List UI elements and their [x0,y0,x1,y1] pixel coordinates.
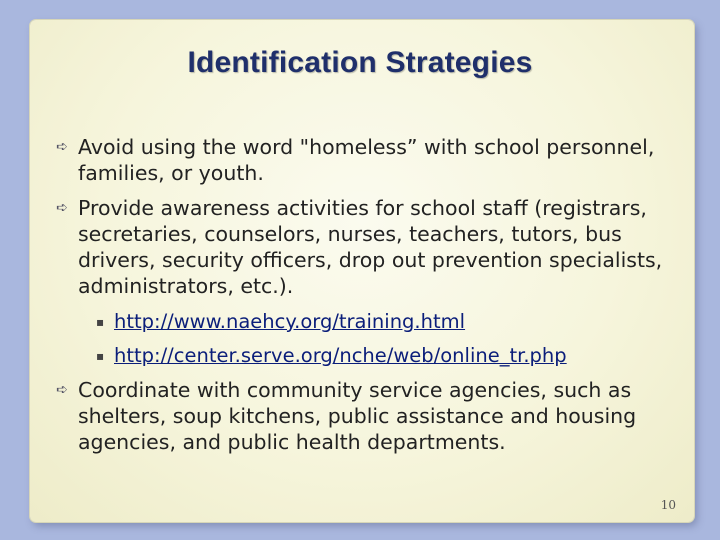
bullet-item [56,134,696,186]
bullet-arrow-icon: ➪ [56,200,68,216]
slide-number: 10 [660,498,676,512]
square-bullet-icon: ▪ [96,315,105,329]
link-list [96,309,696,369]
online-training-link[interactable]: http://center.serve.org/nche/web/online_tr.php [114,344,567,367]
bullet-arrow-icon: ➪ [56,139,68,155]
bullet-text: Avoid using the word "homeless” with school personnel, families, or youth. [78,135,655,185]
link-item [96,343,696,369]
bullet-arrow-icon: ➪ [56,382,68,398]
bullet-text: Coordinate with community service agencies, such as shelters, soup kitchens, public assistance and housing agencies, and public health departments. [78,378,637,454]
square-bullet-icon: ▪ [96,349,105,363]
bullet-text: Provide awareness activities for school staff (registrars, secretaries, counselors, nurses, teachers, tutors, bus drivers, security officers, drop out prevention specialists, administrators, etc.). [78,196,663,298]
training-link[interactable]: http://www.naehcy.org/training.html [114,310,466,333]
slide-title: Identification Strategies [187,46,533,79]
link-item [96,309,696,335]
slide-content [56,134,696,464]
bullet-item [56,377,696,455]
bullet-item [56,195,696,299]
